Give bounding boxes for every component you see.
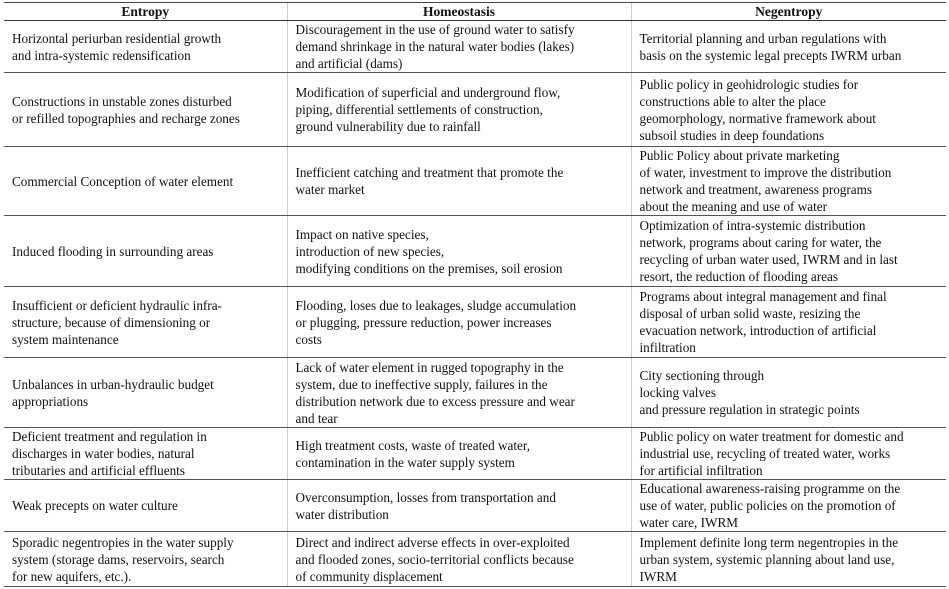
entropy-cell: Commercial Conception of water element (4, 147, 287, 216)
negentropy-cell: Public policy in geohidrologic studies for constructions able to alter the place geomorphology, normative framework about subsoil studies in deep foundations (631, 73, 946, 147)
entropy-cell: Constructions in unstable zones disturbed or refilled topographies and recharge zones (4, 73, 287, 147)
homeostasis-cell: Impact on native species, introduction of new species, modifying conditions on the premises, soil erosion (287, 216, 631, 287)
table-row (4, 147, 946, 216)
homeostasis-cell: Inefficient catching and treatment that promote the water market (287, 147, 631, 216)
negentropy-cell: Optimization of intra-systemic distribution network, programs about caring for water, the recycling of urban water used, IWRM and in last resort, the reduction of flooding areas (631, 216, 946, 287)
negentropy-cell: Public Policy about private marketing of water, investment to improve the distribution network and treatment, awareness programs about the meaning and use of water (631, 147, 946, 216)
negentropy-cell: Programs about integral management and final disposal of urban solid waste, resizing the evacuation network, introduction of artificial infiltration (631, 287, 946, 358)
homeostasis-cell: Modification of superficial and underground flow, piping, differential settlements of construction, ground vulnerability due to rainfall (287, 73, 631, 147)
entropy-homeostasis-negentropy-table (4, 2, 946, 587)
homeostasis-cell: Flooding, loses due to leakages, sludge accumulation or plugging, pressure reduction, power increases costs (287, 287, 631, 358)
negentropy-cell: Educational awareness-raising programme on the use of water, public policies on the promotion of water care, IWRM (631, 480, 946, 532)
header-homeostasis: Homeostasis (287, 3, 631, 21)
entropy-cell: Induced flooding in surrounding areas (4, 216, 287, 287)
table-row (4, 216, 946, 287)
entropy-cell: Deficient treatment and regulation in discharges in water bodies, natural tributaries and artificial effluents (4, 428, 287, 480)
negentropy-cell: City sectioning through locking valves and pressure regulation in strategic points (631, 358, 946, 428)
entropy-cell: Sporadic negentropies in the water supply system (storage dams, reservoirs, search for new aquifers, etc.). (4, 532, 287, 587)
homeostasis-cell: Lack of water element in rugged topography in the system, due to ineffective supply, failures in the distribution network due to excess pressure and wear and tear (287, 358, 631, 428)
homeostasis-cell: High treatment costs, waste of treated water, contamination in the water supply system (287, 428, 631, 480)
entropy-cell: Insufficient or deficient hydraulic infra- structure, because of dimensioning or system maintenance (4, 287, 287, 358)
header-negentropy: Negentropy (631, 3, 946, 21)
table-row (4, 73, 946, 147)
negentropy-cell: Public policy on water treatment for domestic and industrial use, recycling of treated water, works for artificial infiltration (631, 428, 946, 480)
homeostasis-cell: Direct and indirect adverse effects in over-exploited and flooded zones, socio-territorial conflicts because of community displacement (287, 532, 631, 587)
homeostasis-cell: Discouragement in the use of ground water to satisfy demand shrinkage in the natural water bodies (lakes) and artificial (dams) (287, 21, 631, 73)
entropy-cell: Weak precepts on water culture (4, 480, 287, 532)
table-row (4, 287, 946, 358)
negentropy-cell: Implement definite long term negentropies in the urban system, systemic planning about land use, IWRM (631, 532, 946, 587)
entropy-cell: Horizontal periurban residential growth and intra-systemic redensification (4, 21, 287, 73)
header-row (4, 3, 946, 21)
table-row (4, 358, 946, 428)
table-row (4, 480, 946, 532)
negentropy-cell: Territorial planning and urban regulations with basis on the systemic legal precepts IWRM urban (631, 21, 946, 73)
table-row (4, 428, 946, 480)
table-row (4, 532, 946, 587)
table-row (4, 21, 946, 73)
header-entropy: Entropy (4, 3, 287, 21)
homeostasis-cell: Overconsumption, losses from transportation and water distribution (287, 480, 631, 532)
entropy-cell: Unbalances in urban-hydraulic budget appropriations (4, 358, 287, 428)
